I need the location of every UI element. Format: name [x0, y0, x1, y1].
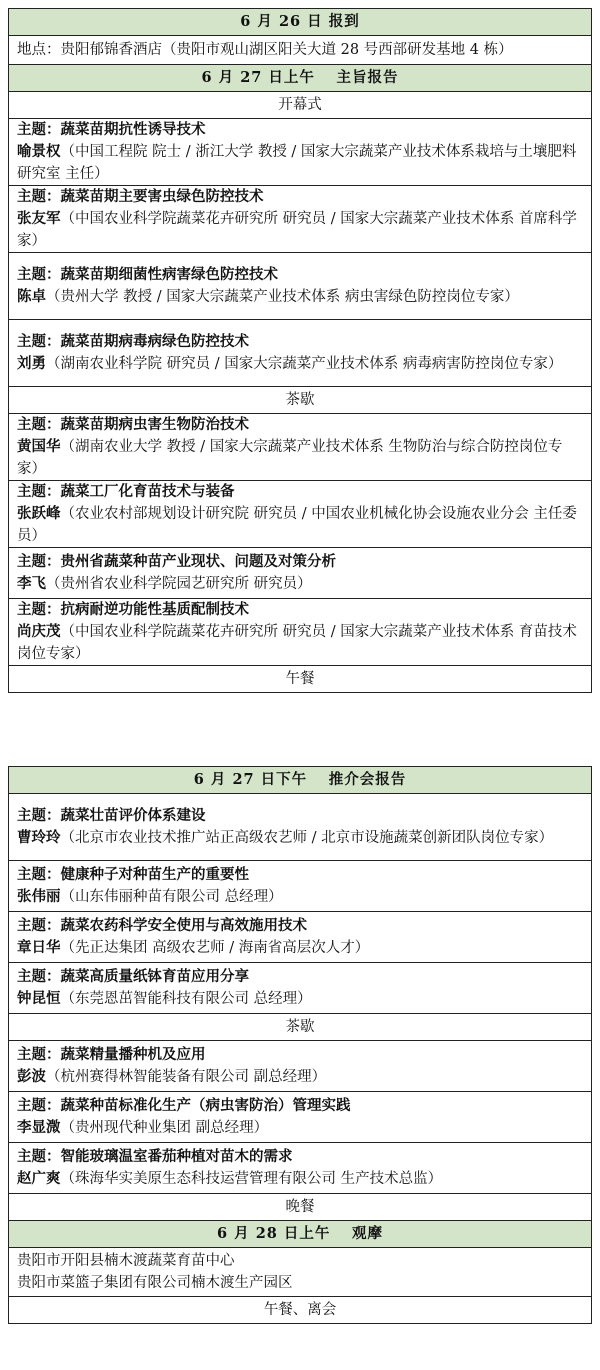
talk-subject: 主题：蔬菜苗期病毒病绿色防控技术: [17, 333, 249, 350]
talk-subject: 主题：蔬菜苗期病虫害生物防治技术: [17, 416, 249, 433]
speaker-affiliation: （湖南农业大学 教授 / 国家大宗蔬菜产业技术体系 生物防治与综合防控岗位专家）: [17, 439, 563, 477]
speaker-affiliation: （北京市农业技术推广站正高级农艺师 / 北京市设施蔬菜创新团队岗位专家）: [60, 830, 554, 846]
day-header-26: 6 月 26 日 报到: [9, 9, 592, 36]
speaker-affiliation: （中国农业科学院蔬菜花卉研究所 研究员 / 国家大宗蔬菜产业技术体系 首席科学家）: [17, 211, 577, 249]
talk-item: [9, 320, 592, 387]
speaker-name: 张跃峰: [17, 505, 61, 522]
talk-item: [9, 1143, 592, 1194]
speaker-affiliation: （贵州现代种业集团 副总经理）: [60, 1120, 269, 1136]
talk-subject: 主题：蔬菜苗期细菌性病害绿色防控技术: [17, 266, 278, 283]
tea-break: 茶歇: [9, 387, 592, 414]
talk-subject: 主题：蔬菜壮苗评价体系建设: [17, 807, 206, 824]
talk-item: [9, 963, 592, 1014]
speaker-affiliation: （农业农村部规划设计研究院 研究员 / 中国农业机械化协会设施农业分会 主任委员）: [17, 506, 577, 544]
speaker-name: 黄国华: [17, 438, 61, 455]
speaker-name: 李显溦: [17, 1119, 61, 1136]
talk-item: [9, 186, 592, 253]
talk-subject: 主题：蔬菜种苗标准化生产（病虫害防治）管理实践: [17, 1097, 351, 1114]
talk-subject: 主题：健康种子对种苗生产的重要性: [17, 866, 249, 883]
speaker-affiliation: （贵州省农业科学院园艺研究所 研究员）: [46, 576, 312, 592]
talk-item: [9, 253, 592, 320]
schedule-table-morning: [8, 8, 592, 693]
location-text: 地点：贵阳郁锦香酒店（贵阳市观山湖区阳关大道 28 号西部研发基地 4 栋）: [9, 36, 592, 65]
tea-break: 茶歇: [9, 1014, 592, 1041]
speaker-name: 张友军: [17, 210, 61, 227]
talk-subject: 主题：蔬菜苗期抗性诱导技术: [17, 121, 206, 138]
speaker-affiliation: （贵州大学 教授 / 国家大宗蔬菜产业技术体系 病虫害绿色防控岗位专家）: [46, 289, 519, 305]
speaker-name: 钟昆恒: [17, 990, 61, 1007]
talk-subject: 主题：蔬菜精量播种机及应用: [17, 1046, 206, 1063]
talk-subject: 主题：智能玻璃温室番茄种植对苗木的需求: [17, 1148, 293, 1165]
final-row: 午餐、离会: [9, 1297, 592, 1324]
talk-item: [9, 1092, 592, 1143]
speaker-name: 赵广爽: [17, 1170, 61, 1187]
speaker-name: 陈卓: [17, 288, 46, 305]
talk-subject: 主题：抗病耐逆功能性基质配制技术: [17, 601, 249, 618]
session-header-27-morning: 6 月 27 日上午 主旨报告: [9, 65, 592, 92]
dinner-row: 晚餐: [9, 1194, 592, 1221]
talk-item: [9, 861, 592, 912]
speaker-affiliation: （山东伟丽种苗有限公司 总经理）: [60, 889, 283, 905]
schedule-table-afternoon: [8, 766, 592, 1324]
speaker-name: 张伟丽: [17, 888, 61, 905]
talk-subject: 主题：蔬菜苗期主要害虫绿色防控技术: [17, 188, 264, 205]
talk-item: [9, 548, 592, 599]
opening-ceremony: 开幕式: [9, 92, 592, 119]
speaker-affiliation: （珠海华实美原生态科技运营管理有限公司 生产技术总监）: [60, 1171, 443, 1187]
talk-item: [9, 119, 592, 186]
visit-site: 贵阳市菜篮子集团有限公司楠木渡生产园区: [17, 1275, 293, 1291]
speaker-name: 刘勇: [17, 355, 46, 372]
speaker-affiliation: （东莞恩茁智能科技有限公司 总经理）: [60, 991, 312, 1007]
talk-item: [9, 912, 592, 963]
session-header-28-morning: 6 月 28 日上午 观摩: [9, 1221, 592, 1248]
talk-item: [9, 599, 592, 666]
talk-item: [9, 794, 592, 861]
speaker-name: 喻景权: [17, 143, 61, 160]
speaker-affiliation: （中国农业科学院蔬菜花卉研究所 研究员 / 国家大宗蔬菜产业技术体系 育苗技术岗位专家）: [17, 624, 577, 662]
speaker-name: 彭波: [17, 1068, 46, 1085]
lunch-row: 午餐: [9, 666, 592, 693]
speaker-affiliation: （湖南农业科学院 研究员 / 国家大宗蔬菜产业技术体系 病毒病害防控岗位专家）: [46, 356, 563, 372]
talk-item: [9, 414, 592, 481]
visit-site: 贵阳市开阳县楠木渡蔬菜育苗中心: [17, 1253, 235, 1269]
speaker-name: 李飞: [17, 575, 46, 592]
session-header-27-afternoon: 6 月 27 日下午 推介会报告: [9, 767, 592, 794]
talk-subject: 主题：蔬菜工厂化育苗技术与装备: [17, 483, 235, 500]
speaker-name: 章日华: [17, 939, 61, 956]
speaker-affiliation: （中国工程院 院士 / 浙江大学 教授 / 国家大宗蔬菜产业技术体系栽培与土壤肥料研究室 主任）: [17, 144, 577, 182]
talk-subject: 主题：蔬菜高质量纸钵育苗应用分享: [17, 968, 249, 985]
visit-locations: [9, 1248, 592, 1297]
speaker-affiliation: （先正达集团 高级农艺师 / 海南省高层次人才）: [60, 940, 370, 956]
talk-subject: 主题：蔬菜农药科学安全使用与高效施用技术: [17, 917, 307, 934]
speaker-name: 尚庆茂: [17, 623, 61, 640]
speaker-affiliation: （杭州赛得林智能装备有限公司 副总经理）: [46, 1069, 327, 1085]
talk-subject: 主题：贵州省蔬菜种苗产业现状、问题及对策分析: [17, 553, 336, 570]
talk-item: [9, 481, 592, 548]
speaker-name: 曹玲玲: [17, 829, 61, 846]
talk-item: [9, 1041, 592, 1092]
